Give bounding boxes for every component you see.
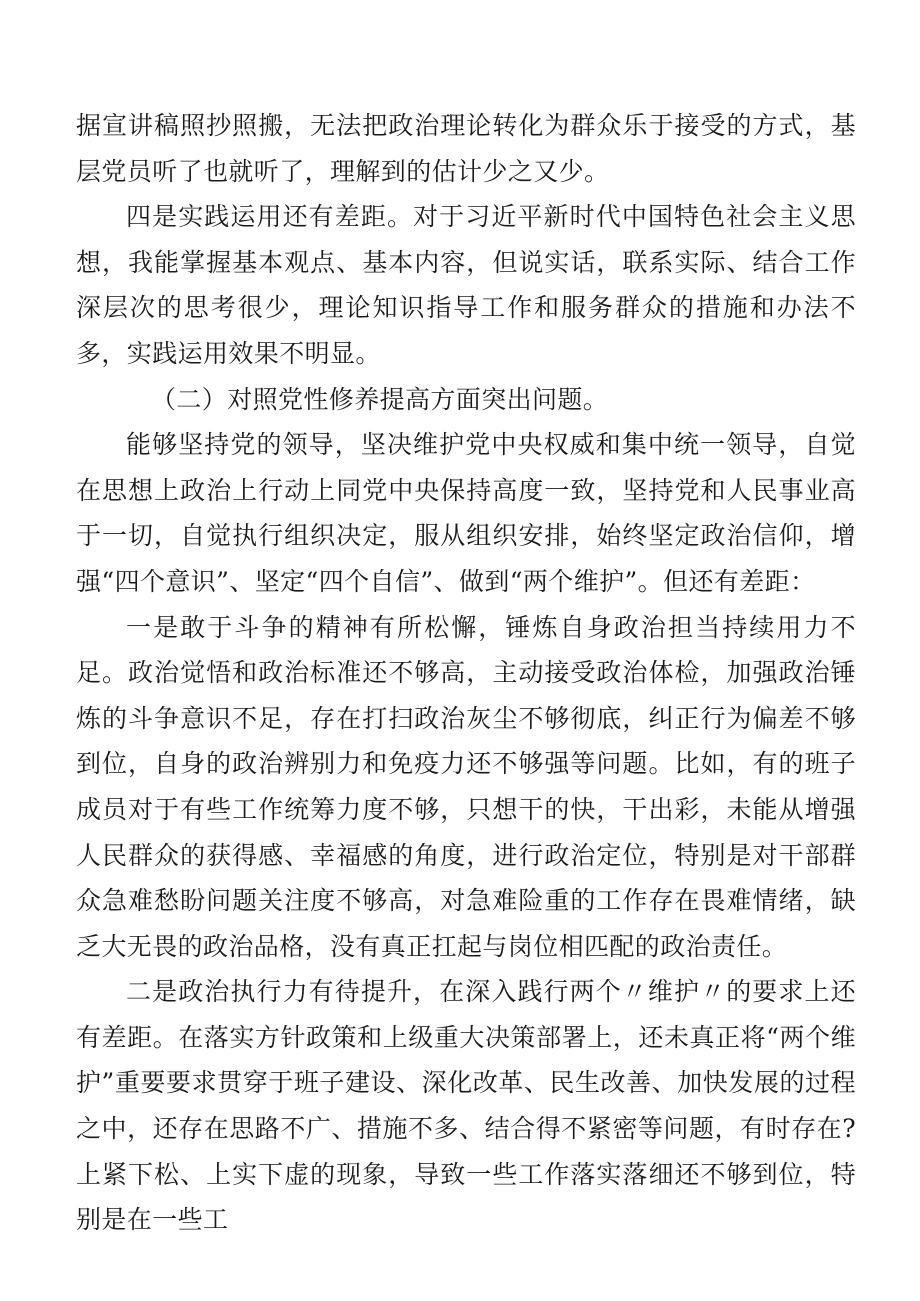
paragraph-political-execution: 二是政治执行力有待提升，在深入践行两个〃维护〃的要求上还有差距。在落实方针政策和上级重大决策部署上，还未真正将“两个维护”重要要求贯穿于班子建设、深化改革、民生改善、加快发展的过程之中，还存在思路不广、措施不多、结合得不紧密等问题，有时存在?上紧下松、上实下虚的现象，导致一些工作落实落细还不够到位，特别是在一些工 (76, 977, 856, 1235)
paragraph-continuation: 据宣讲稿照抄照搬，无法把政治理论转化为群众乐于接受的方式，基层党员听了也就听了，理解到的估计少之又少。 (76, 111, 856, 186)
document-body (76, 103, 856, 1243)
paragraph-struggle-spirit: 一是敢于斗争的精神有所松懈，锤炼自身政治担当持续用力不足。政治觉悟和政治标准还不够高，主动接受政治体检，加强政治锤炼的斗争意识不足，存在打扫政治灰尘不够彻底，纠正行为偏差不够到位，自身的政治辨别力和免疫力还不够强等问题。比如，有的班子成员对于有些工作统筹力度不够，只想干的快，干出彩，未能从增强人民群众的获得感、幸福感的角度，进行政治定位，特别是对干部群众急难愁盼问题关注度不够高，对急难险重的工作存在畏难情绪，缺乏大无畏的政治品格，没有真正扛起与岗位相匹配的政治责任。 (76, 612, 856, 961)
section-heading: （二）对照党性修养提高方面突出问题。 (151, 384, 609, 414)
paragraph-party-leadership: 能够坚持党的领导，坚决维护党中央权威和集中统一领导，自觉在思想上政治上行动上同党中央保持高度一致，坚持党和人民事业高于一切，自觉执行组织决定，服从组织安排，始终坚定政治信仰，增强“四个意识”、坚定“四个自信”、做到“两个维护”。但还有差距： (76, 430, 856, 596)
paragraph-practice-gap: 四是实践运用还有差距。对于习近平新时代中国特色社会主义思想，我能掌握基本观点、基本内容，但说实话，联系实际、结合工作深层次的思考很少，理论知识指导工作和服务群众的措施和办法不多，实践运用效果不明显。 (76, 202, 856, 368)
